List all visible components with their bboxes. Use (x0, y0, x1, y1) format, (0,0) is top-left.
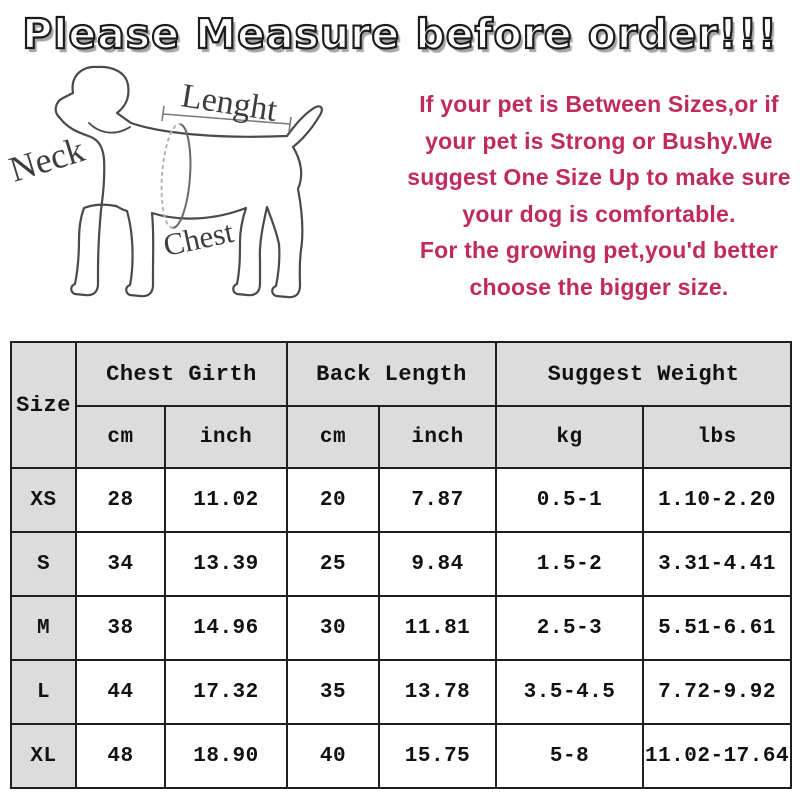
value-cell: 48 (76, 724, 165, 788)
dog-measurement-diagram (0, 60, 400, 322)
table-row (11, 468, 791, 532)
notice-line: your pet is Strong or Bushy.We (425, 127, 773, 154)
dog-neck-line (89, 123, 130, 133)
table-header-units-row (11, 406, 791, 468)
table-header-group-row (11, 342, 791, 406)
size-cell: S (11, 532, 76, 596)
notice-line: If your pet is Between Sizes,or if (419, 91, 779, 117)
unit-header-kg: kg (496, 406, 643, 468)
size-cell: XS (11, 468, 76, 532)
neck-label: Neck (4, 129, 89, 190)
value-cell: 13.39 (165, 532, 287, 596)
notice-line: your dog is comfortable. (462, 200, 736, 227)
value-cell: 35 (287, 660, 379, 724)
value-cell: 11.02 (165, 468, 287, 532)
value-cell: 7.72-9.92 (643, 660, 791, 724)
value-cell: 15.75 (379, 724, 496, 788)
page-title: Please Measure before order!!! (22, 10, 778, 58)
size-column-header: Size (11, 342, 76, 468)
unit-header-lbs: lbs (643, 406, 791, 468)
table-row (11, 660, 791, 724)
notice-line: choose the bigger size. (469, 273, 729, 300)
value-cell: 1.10-2.20 (643, 468, 791, 532)
value-cell: 3.31-4.41 (643, 532, 791, 596)
value-cell: 14.96 (165, 596, 287, 660)
table-row (11, 596, 791, 660)
value-cell: 28 (76, 468, 165, 532)
size-cell: XL (11, 724, 76, 788)
suggest-weight-header: Suggest Weight (496, 342, 791, 406)
unit-header-cm: cm (76, 406, 165, 468)
value-cell: 0.5-1 (496, 468, 643, 532)
value-cell: 20 (287, 468, 379, 532)
value-cell: 5.51-6.61 (643, 596, 791, 660)
notice-line: suggest One Size Up to make sure (407, 164, 791, 190)
value-cell: 13.78 (379, 660, 496, 724)
value-cell: 17.32 (165, 660, 287, 724)
size-table (10, 341, 792, 789)
unit-header-cm: cm (287, 406, 379, 468)
value-cell: 30 (287, 596, 379, 660)
value-cell: 3.5-4.5 (496, 660, 643, 724)
value-cell: 40 (287, 724, 379, 788)
value-cell: 5-8 (496, 724, 643, 788)
value-cell: 11.02-17.64 (643, 724, 791, 788)
chest-label: Chest (160, 213, 237, 263)
table-row (11, 532, 791, 596)
notice-text (402, 86, 796, 305)
back-length-header: Back Length (287, 342, 496, 406)
size-cell: L (11, 660, 76, 724)
size-cell: M (11, 596, 76, 660)
chest-girth-ellipse-dotted (158, 123, 179, 228)
unit-header-inch: inch (165, 406, 287, 468)
notice-line: For the growing pet,you'd better (419, 237, 779, 263)
chest-girth-header: Chest Girth (76, 342, 287, 406)
value-cell: 2.5-3 (496, 596, 643, 660)
value-cell: 11.81 (379, 596, 496, 660)
dog-outline-drawing (0, 60, 400, 322)
value-cell: 18.90 (165, 724, 287, 788)
value-cell: 7.87 (379, 468, 496, 532)
unit-header-inch: inch (379, 406, 496, 468)
value-cell: 1.5-2 (496, 532, 643, 596)
chest-girth-ellipse-solid (172, 124, 193, 229)
table-row (11, 724, 791, 788)
value-cell: 44 (76, 660, 165, 724)
value-cell: 38 (76, 596, 165, 660)
length-label: Lenght (178, 77, 280, 129)
value-cell: 34 (76, 532, 165, 596)
value-cell: 25 (287, 532, 379, 596)
value-cell: 9.84 (379, 532, 496, 596)
